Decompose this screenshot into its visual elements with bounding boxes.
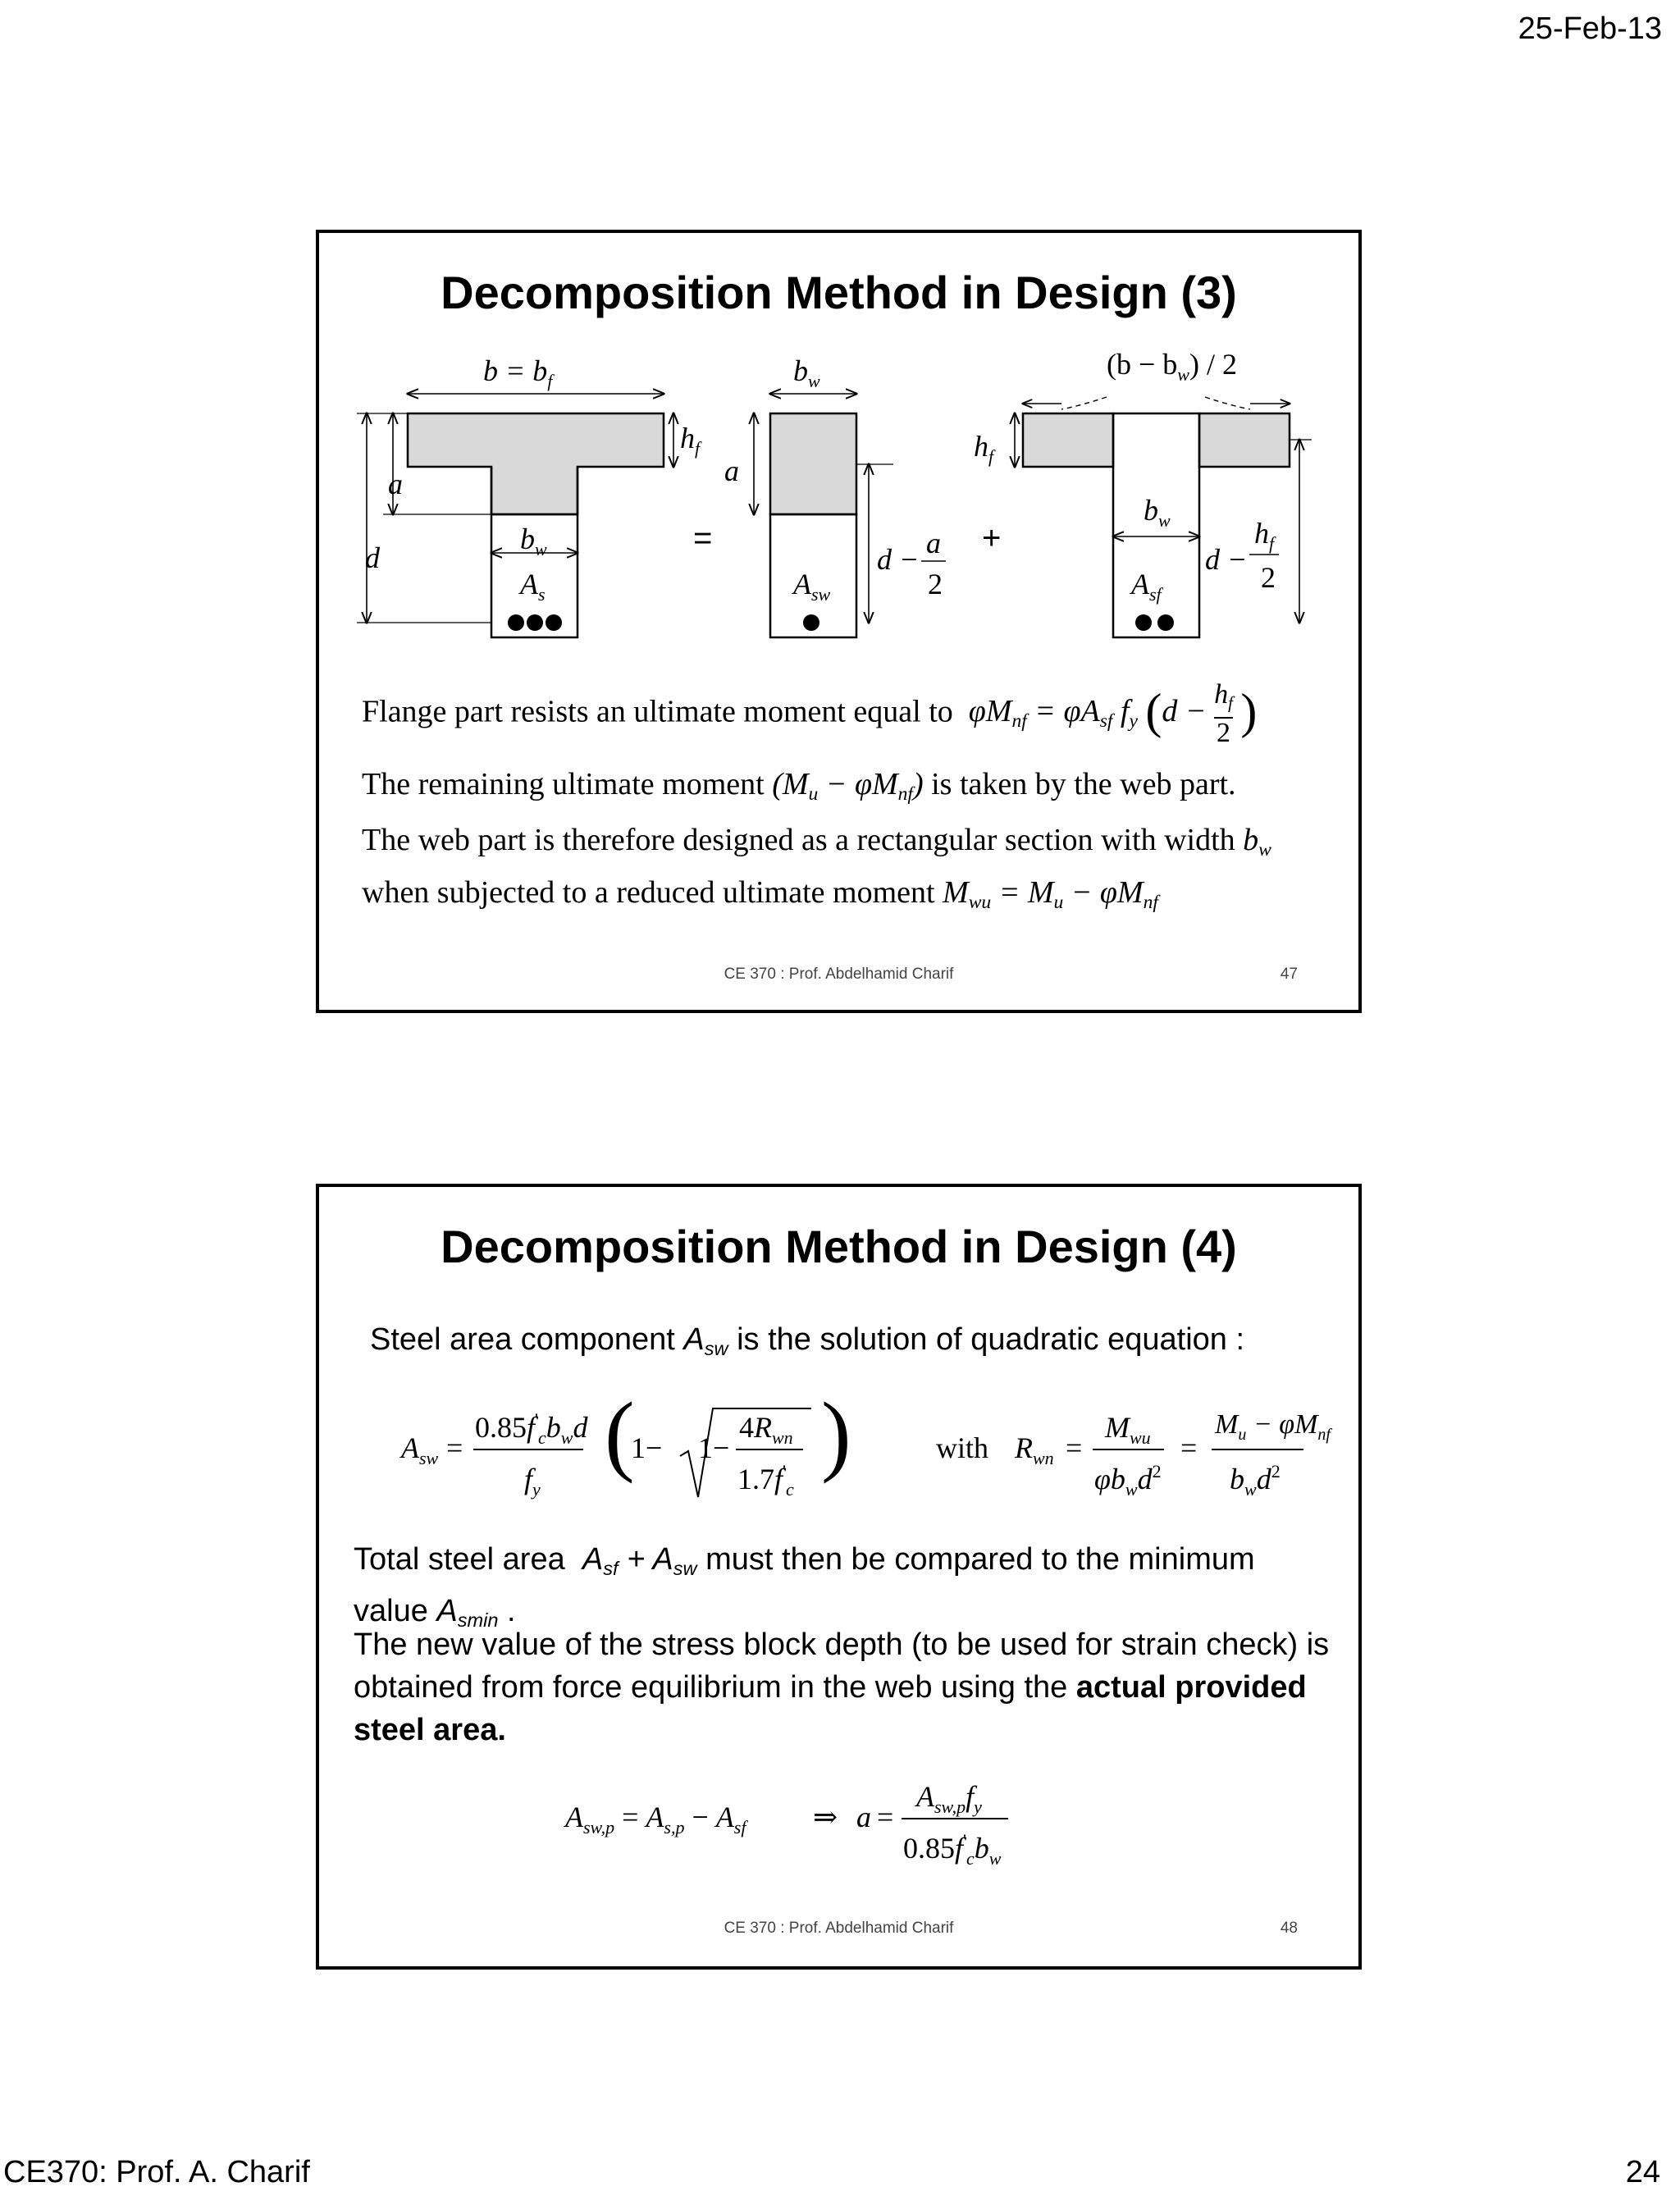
- label-bw-left: $b_w$: [520, 523, 547, 559]
- flange-moment-text: Flange part resists an ultimate moment equal to: [362, 694, 953, 729]
- label-hf-numerator: $h_f$: [1254, 517, 1275, 554]
- slide-title: Decomposition Method in Design (3): [441, 267, 1237, 318]
- svg-text:4Rwn: $4R_{wn}$: [739, 1411, 793, 1448]
- svg-text:φbwd2: $\varphi b_wd^2$: [1094, 1461, 1162, 1500]
- label-hf-left: $h_f$: [680, 422, 701, 459]
- overhang-dashed-arrow: [1061, 397, 1107, 409]
- label-as: $A_s$: [520, 568, 546, 605]
- reduced-moment-equation: $M_{wu} = M_u - \varphi M_{nf}$: [943, 875, 1158, 914]
- label-a-numerator: a: [926, 527, 941, 559]
- flange-moment-line: [362, 680, 1257, 748]
- rebar-dot: [508, 614, 524, 631]
- stress-block-equation: [565, 1769, 1008, 1868]
- label-d-minus-a-half: d −: [877, 543, 920, 576]
- flange-moment-equation: $\varphi M_{nf} = \varphi A_{sf}$ $f_y$ (d − $\frac{h_f}{2}$ ): [961, 679, 1258, 749]
- svg-text:Asw: $A_{sw}$: [401, 1431, 439, 1468]
- overhang-dashed-arrow: [1205, 397, 1250, 409]
- label-asf: $A_{sf}$: [1131, 568, 1162, 605]
- svg-text:=: =: [877, 1801, 894, 1833]
- quadratic-intro-line: Steel area component $A_{sw}$ is the solution of quadratic equation :: [370, 1322, 1245, 1360]
- svg-text:0.85f'cbw: $0.85f'_cb_w$: [903, 1830, 1002, 1869]
- label-a-denominator: 2: [928, 568, 943, 600]
- svg-text:1−: 1−: [698, 1431, 730, 1464]
- label-a-mid: a: [724, 454, 739, 487]
- web-design-line: The web part is therefore designed as a rectangular section with width $b_w$: [362, 823, 1271, 861]
- right-flange-overhang: [1199, 413, 1290, 467]
- web-compression-zone: [770, 413, 856, 514]
- rebar-dot: [1157, 614, 1174, 631]
- rebar-dot: [527, 614, 543, 631]
- remaining-moment-line: The remaining ultimate moment $(M_u - \varphi M_{nf})$ is taken by the web part.: [362, 767, 1236, 806]
- label-asw: $A_{sw}$: [793, 568, 831, 605]
- svg-text:Asw,pfy: $A_{sw,p}f_y$: [916, 1780, 982, 1817]
- label-bw-top: $b_w$: [793, 354, 820, 391]
- svg-text:=: =: [1066, 1431, 1083, 1464]
- label-a-left: a: [388, 468, 403, 500]
- label-hf-right: $h_f$: [974, 430, 994, 467]
- svg-text:Mwu: $M_{wu}$: [1105, 1411, 1151, 1448]
- remaining-moment-expression: $(M_u - \varphi M_{nf})$: [772, 767, 932, 806]
- svg-text:(: (: [605, 1384, 635, 1484]
- svg-text:Rwn: $R_{wn}$: [1015, 1431, 1054, 1468]
- slide-title: Decomposition Method in Design (4): [441, 1221, 1237, 1272]
- svg-text:1.7f'c: $1.7f'_c$: [737, 1461, 794, 1500]
- svg-text:fy: $f_y$: [524, 1463, 541, 1500]
- slide-number: 47: [1280, 966, 1298, 983]
- slide-footer: CE 370 : Prof. Abdelhamid Charif: [724, 966, 954, 983]
- slide-number: 48: [1280, 1920, 1298, 1937]
- left-flange-overhang: [1023, 413, 1113, 467]
- svg-text:=: =: [446, 1431, 463, 1464]
- svg-text:⇒: ⇒: [813, 1801, 838, 1833]
- plus-sign: +: [982, 520, 1002, 556]
- label-b-eq-bf: $b = b_f$: [483, 354, 553, 391]
- svg-text:0.85f'cbwd: $0.85f'_cb_wd$: [475, 1409, 588, 1448]
- reduced-moment-line: when subjected to a reduced ultimate moment $M_{wu} = M_u - \varphi M_{nf}$: [362, 875, 1158, 914]
- svg-text:Asw,p = As,p − Asf: $A_{sw,p} = A_{s,p} - A_{sf}$: [565, 1801, 746, 1838]
- rebar-dot: [1135, 614, 1152, 631]
- rebar-dot: [803, 614, 819, 631]
- svg-text:Mu − φMnf: $M_u - \varphi M_{nf}$: [1215, 1409, 1331, 1444]
- svg-text:1−: 1−: [631, 1431, 663, 1464]
- label-overhang-width: $(b - b_w) / 2$: [1107, 348, 1237, 385]
- label-bw-right: $b_w$: [1144, 494, 1171, 531]
- page-number: 24: [1625, 2155, 1660, 2189]
- slide-48: [316, 1184, 1362, 1970]
- header-date: 25-Feb-13: [1518, 11, 1662, 46]
- svg-text:): ): [821, 1384, 851, 1484]
- stress-block-paragraph: The new value of the stress block depth (to be used for strain check) is obtained from force equilibrium in the web using the actual provided steel area.: [354, 1628, 1330, 1747]
- total-steel-paragraph: Total steel area $A_{sf} + A_{sw}$ must then be compared to the minimum value $A_{smin}$ .: [354, 1542, 1255, 1632]
- label-hf-denominator: 2: [1261, 561, 1276, 594]
- with-label: with: [936, 1431, 989, 1464]
- rebar-dot: [546, 614, 562, 631]
- svg-text:a: a: [856, 1801, 871, 1833]
- svg-text:=: =: [1180, 1431, 1198, 1464]
- page-footer-author: CE370: Prof. A. Charif: [3, 2155, 310, 2189]
- label-d-minus-hf-half: d −: [1205, 543, 1248, 576]
- t-section-compression-zone: [408, 413, 664, 514]
- equals-sign: =: [693, 520, 713, 556]
- svg-text:bwd2: $b_wd^2$: [1230, 1461, 1281, 1500]
- slide-footer: CE 370 : Prof. Abdelhamid Charif: [724, 1920, 954, 1937]
- label-d-left: d: [365, 541, 380, 574]
- asw-equation: [401, 1384, 1331, 1507]
- slide-47: [316, 230, 1362, 1013]
